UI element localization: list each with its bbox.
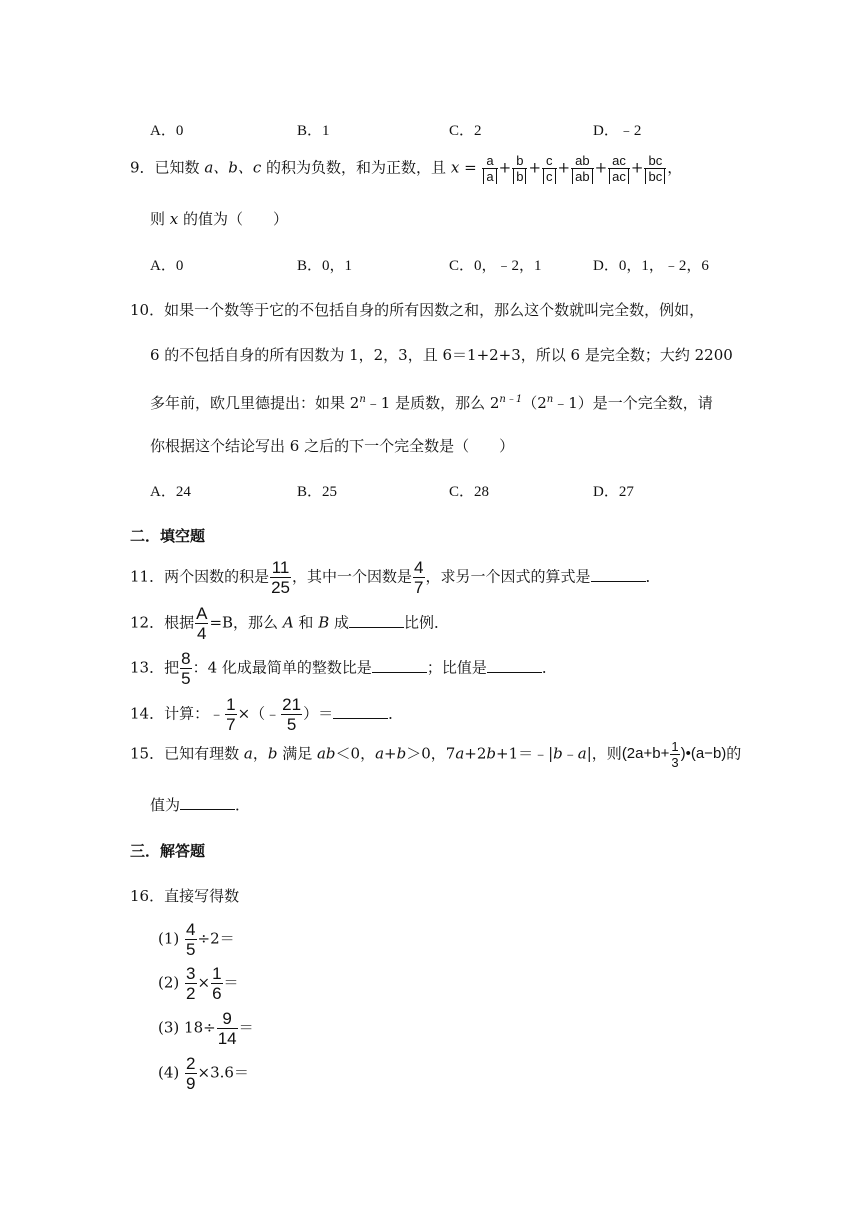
fraction-4-7: $\frac{4}{7}$ — [414, 558, 424, 597]
fraction-11-25: $\frac{11}{25}$ — [271, 558, 291, 597]
q9-text: 的积为负数，和为正数，且 — [261, 158, 451, 177]
q9-option-a: A．0 — [150, 258, 184, 274]
fraction-A-4: $\frac{A}{4}$ — [196, 604, 208, 643]
question-9-stem: 9．已知数 a、b、c 的积为负数，和为正数，且 x = $\frac{a}{a}$ + $\frac{b}{b}$ + $\frac{c}{c}$ + $\frac{ab}{ab}$ + $\frac{ac}{ac}$ + $\frac{bc}{bc}$ ， — [130, 153, 683, 184]
answer-blank[interactable] — [591, 580, 646, 582]
fraction-1-7: $\frac{1}{7}$ — [226, 695, 236, 734]
fraction-21-5: $\frac{21}{5}$ — [282, 695, 302, 734]
answer-blank[interactable] — [333, 717, 388, 719]
q8-option-c: C．2 — [449, 123, 482, 139]
question-10-line2: 6 的不包括自身的所有因数为 1，2，3，且 6＝1+2+3，所以 6 是完全数；大约 2200 — [150, 346, 733, 364]
q9-x: x — [450, 158, 460, 177]
q16-item-1: (1) $\frac{4}{5}$ ÷2＝ — [158, 920, 235, 959]
question-12: 12．根据 $\frac{A}{4}$ =B，那么 A 和 B 成 比例． — [130, 604, 450, 643]
q9-option-c: C．0，﹣2，1 — [449, 258, 542, 274]
fraction-ac-over-abs-ac: $\frac{ac}{ac}$ — [608, 154, 630, 183]
q16-item-2: (2) $\frac{3}{2}$ × $\frac{1}{6}$ ＝ — [158, 964, 239, 1003]
fraction-8-5: $\frac{8}{5}$ — [181, 649, 191, 688]
q10-option-d: D．27 — [593, 484, 634, 500]
question-11: 11．两个因数的积是 $\frac{11}{25}$ ，其中一个因数是 $\frac{4}{7}$ ，求另一个因式的算式是 ． — [130, 558, 661, 597]
question-14: 14．计算：﹣ $\frac{1}{7}$ ×（﹣ $\frac{21}{5}$ ）＝ ． — [130, 695, 404, 734]
q8-option-d: D．﹣2 — [593, 123, 642, 139]
fraction-b-over-abs-b: $\frac{b}{b}$ — [512, 154, 527, 183]
section-heading-fill-in: 二．填空题 — [130, 527, 206, 545]
section-heading-solve: 三．解答题 — [130, 842, 206, 860]
question-number: 9． — [130, 158, 155, 177]
q9-text: 已知数 — [154, 158, 205, 177]
question-10-line4: 你根据这个结论写出 6 之后的下一个完全数是（ ） — [150, 437, 515, 455]
answer-blank[interactable] — [349, 626, 404, 628]
fraction-bc-over-abs-bc: $\frac{bc}{bc}$ — [644, 154, 666, 183]
q9-eq: = — [459, 158, 477, 177]
q8-option-b: B．1 — [297, 123, 330, 139]
q10-option-c: C．28 — [449, 484, 490, 500]
fraction-c-over-abs-c: $\frac{c}{c}$ — [542, 154, 557, 183]
q9-option-b: B．0，1 — [297, 258, 353, 274]
q16-item-4: (4) $\frac{2}{9}$ ×3.6＝ — [158, 1054, 249, 1093]
question-13: 13．把 $\frac{8}{5}$ ：4 化成最简单的整数比是 ；比值是 ． — [130, 649, 557, 688]
question-10-line3: 多年前，欧几里德提出：如果 2$^n$﹣1 是质数，那么 $2^{n﹣1}(2^n﹣1)$是一个完全数，请 — [150, 394, 713, 412]
fraction-ab-over-abs-ab: $\frac{ab}{ab}$ — [571, 154, 593, 183]
q9-option-d: D．0，1，﹣2，6 — [593, 258, 709, 274]
q10-option-b: B．25 — [297, 484, 338, 500]
answer-blank[interactable] — [180, 808, 235, 810]
answer-blank[interactable] — [487, 671, 542, 673]
question-10-line1: 10．如果一个数等于它的不包括自身的所有因数之和，那么这个数就叫完全数，例如， — [130, 301, 705, 319]
q8-option-a: A．0 — [150, 123, 184, 139]
q9-vars: a、b、c — [204, 158, 262, 177]
q16-item-3: (3) 18÷ $\frac{9}{14}$ ＝ — [158, 1009, 254, 1048]
question-9-line2: 则 x 的值为（ ） — [150, 210, 289, 228]
question-15: 15．已知有理数 a，b 满足 ab＜0，a+b＞0，7a+2b+1＝﹣|b﹣a|，则(2a+b+ $\frac{1}{3}$ )•(a−b)的 — [130, 739, 742, 770]
expression-image: (2a+b+ $\frac{1}{3}$ )•(a−b) — [621, 739, 727, 770]
fraction-a-over-abs-a: $\frac{a}{a}$ — [482, 154, 497, 183]
answer-blank[interactable] — [372, 671, 427, 673]
question-16-title: 16．直接写得数 — [130, 887, 240, 905]
question-15-line2: 值为 ． — [150, 796, 251, 814]
q10-option-a: A．24 — [150, 484, 191, 500]
